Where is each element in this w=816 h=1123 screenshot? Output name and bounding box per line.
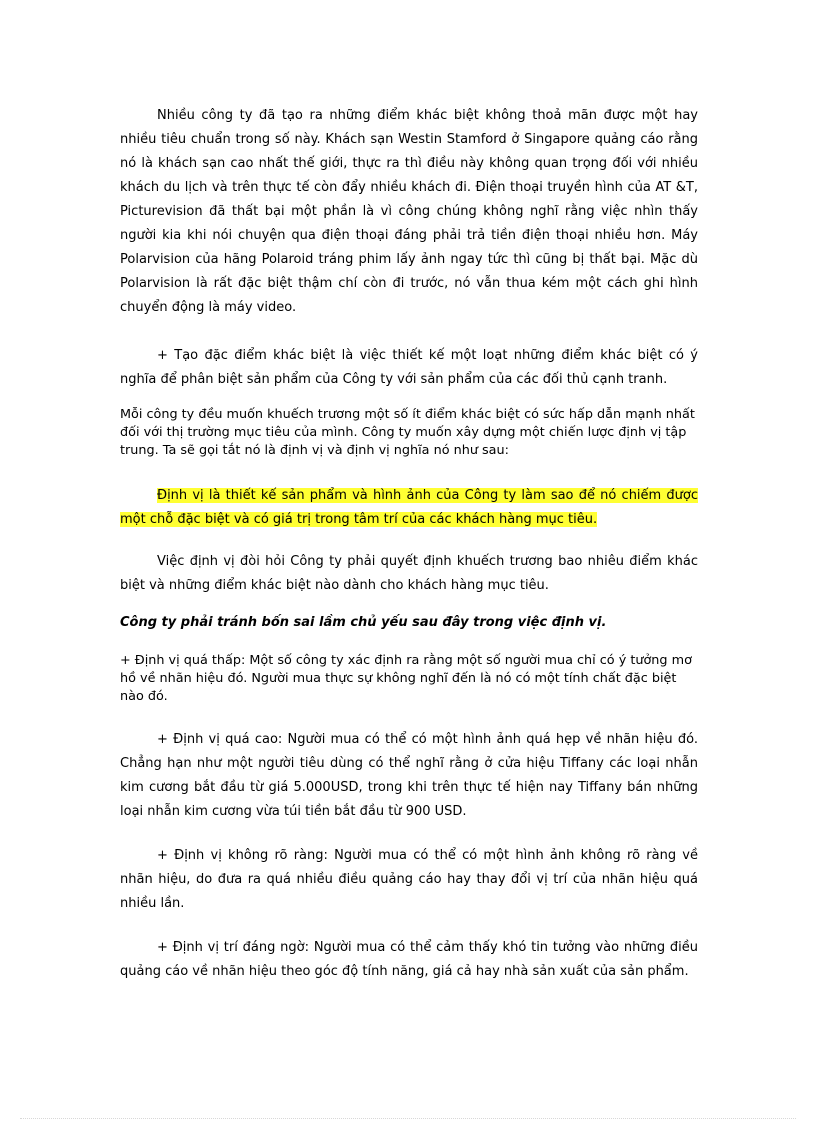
paragraph-differentiation-failures: Nhiều công ty đã tạo ra những điểm khác biệt không thoả mãn được một hay nhiều tiêu chuẩn trong số này. Khách sạn Westin Stamford ở Singapore quảng cáo rằng nó là khách sạn cao nhất thế giới, thực ra thì điều này không quan trọng đối với nhiều khách du lịch và trên thực tế còn đẩy nhiều khách đi. Điện thoại truyền hình của AT &T, Picturevision đã thất bại một phần là vì công chúng không nghĩ rằng việc nhìn thấy người kia khi nói chuyện qua điện thoại đáng phải trả tiền điện thoại nhiều hơn. Máy Polarvision của hãng Polaroid tráng phim lấy ảnh ngay tức thì cũng bị thất bại. Mặc dù Polarvision là rất đặc biệt thậm chí còn đi trước, nó vẫn thua kém một cách ghi hình chuyển động là máy video. <box>120 108 698 315</box>
highlighted-text: Định vị là thiết kế sản phẩm và hình ảnh của Công ty làm sao để nó chiếm được một chỗ đặc biệt và có giá trị trong tâm trí của các khách hàng mục tiêu. <box>120 488 698 527</box>
paragraph-positioning-strategy: Mỗi công ty đều muốn khuếch trương một số ít điểm khác biệt có sức hấp dẫn mạnh nhất đối với thị trường mục tiêu của mình. Công ty muốn xây dựng một chiến lược định vị tập trung. Ta sẽ gọi tắt nó là định vị và định vị nghĩa nó như sau: <box>120 407 695 458</box>
paragraph-positioning-definition <box>120 484 698 532</box>
section-heading: Công ty phải tránh bốn sai lầm chủ yếu sau đây trong việc định vị. <box>120 615 607 630</box>
paragraph-over-positioning: + Định vị quá cao: Người mua có thể có một hình ảnh quá hẹp về nhãn hiệu đó. Chẳng hạn như một người tiêu dùng có thể nghĩ rằng ở cửa hiệu Tiffany các loại nhẫn kim cương bắt đầu từ giá 5.000USD, trong khi trên thực tế hiện nay Tiffany bán những loại nhẫn kim cương vừa túi tiền bắt đầu từ 900 USD. <box>120 732 698 819</box>
paragraph-positioning-decision: Việc định vị đòi hỏi Công ty phải quyết định khuếch trương bao nhiêu điểm khác biệt và những điểm khác biệt nào dành cho khách hàng mục tiêu. <box>120 554 698 593</box>
page-bottom-divider <box>20 1118 796 1119</box>
paragraph-doubtful-positioning: + Định vị trí đáng ngờ: Người mua có thể cảm thấy khó tin tưởng vào những điều quảng cáo về nhãn hiệu theo góc độ tính năng, giá cả hay nhà sản xuất của sản phẩm. <box>120 940 698 979</box>
paragraph-confused-positioning: + Định vị không rõ ràng: Người mua có thể có một hình ảnh không rõ ràng về nhãn hiệu, do đưa ra quá nhiều điều quảng cáo hay thay đổi vị trí của nhãn hiệu quá nhiều lần. <box>120 848 698 911</box>
paragraph-under-positioning: + Định vị quá thấp: Một số công ty xác định ra rằng một số người mua chỉ có ý tưởng mơ hồ về nhãn hiệu đó. Người mua thực sự không nghĩ đến là nó có một tính chất đặc biệt nào đó. <box>120 653 692 704</box>
paragraph-differentiation-definition: + Tạo đặc điểm khác biệt là việc thiết kế một loạt những điểm khác biệt có ý nghĩa để phân biệt sản phẩm của Công ty với sản phẩm của các đối thủ cạnh tranh. <box>120 348 698 387</box>
